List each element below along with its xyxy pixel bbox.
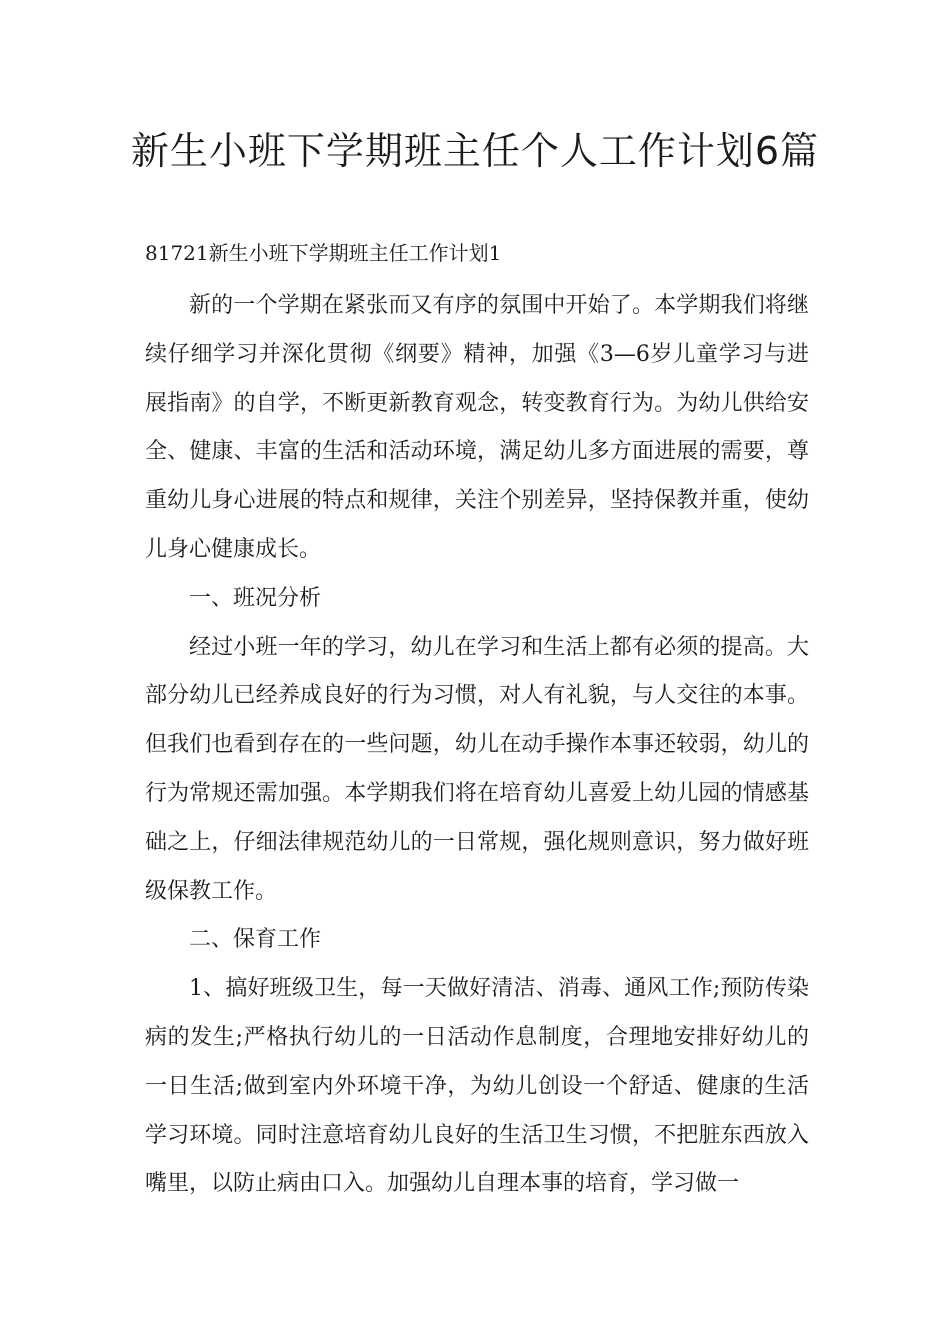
document-title: 新生小班下学期班主任个人工作计划6篇 [130,129,820,173]
paragraph-class-analysis: 经过小班一年的学习，幼儿在学习和生活上都有必须的提高。大部分幼儿已经养成良好的行为习惯，对人有礼貌，与人交往的本事。但我们也看到存在的一些问题，幼儿在动手操作本事还较弱，幼儿的行为常规还需加强。本学期我们将在培育幼儿喜爱上幼儿园的情感基础之上，仔细法律规范幼儿的一日常规，强化规则意识，努力做好班级保教工作。 [145,634,809,904]
plan-heading: 81721新生小班下学期班主任工作计划1 [145,241,502,265]
section-heading-class-analysis: 一、班况分析 [189,585,322,611]
section-heading-care-work: 二、保育工作 [189,927,322,953]
paragraph-intro: 新的一个学期在紧张而又有序的氛围中开始了。本学期我们将继续仔细学习并深化贯彻《纲要》精神，加强《3—6岁儿童学习与进展指南》的自学，不断更新教育观念，转变教育行为。为幼儿供给安全、健康、丰富的生活和活动环境，满足幼儿多方面进展的需要，尊重幼儿身心进展的特点和规律，关注个别差异，坚持保教并重，使幼儿身心健康成长。 [145,293,809,562]
document-body [145,282,809,1209]
paragraph-care-work: 1、搞好班级卫生，每一天做好清洁、消毒、通风工作;预防传染病的发生;严格执行幼儿的一日活动作息制度，合理地安排好幼儿的一日生活;做到室内外环境干净，为幼儿创设一个舒适、健康的生活学习环境。同时注意培育幼儿良好的生活卫生习惯，不把脏东西放入嘴里，以防止病由口入。加强幼儿自理本事的培育，学习做一 [145,976,809,1197]
